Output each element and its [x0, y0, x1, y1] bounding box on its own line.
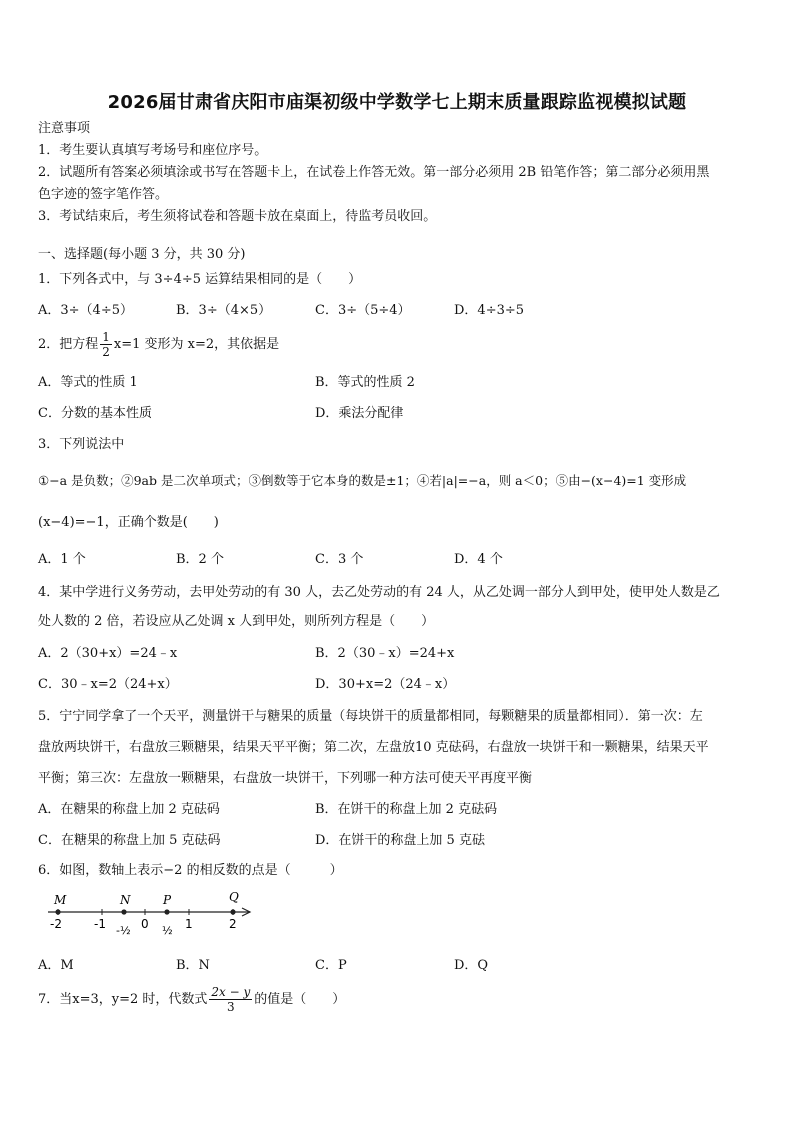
q4-option-c: C．30﹣x=2（24+x） [38, 677, 178, 692]
point-label-m: M [54, 893, 67, 907]
notice-item: 1．考生要认真填写考场号和座位序号。 [38, 143, 268, 158]
q1-option-d: D．4÷3÷5 [454, 303, 525, 318]
tick-label-neg-half: -½ [116, 924, 131, 937]
notice-item: 3．考试结束后，考生须将试卷和答题卡放在桌面上，待监考员收回。 [38, 209, 437, 224]
q6-option-a: A．M [38, 958, 74, 973]
q6-option-c: C．P [315, 958, 347, 973]
q1-option-a: A．3÷（4÷5） [38, 303, 133, 318]
q2-option-a: A．等式的性质 1 [38, 375, 138, 390]
tick-label: 0 [141, 917, 149, 931]
q4-option-a: A．2（30+x）=24﹣x [38, 646, 178, 661]
point-m-dot [55, 909, 60, 914]
q1-option-b: B．3÷（4×5） [176, 303, 272, 318]
q5-option-c: C．在糖果的称盘上加 5 克砝码 [38, 833, 221, 848]
question-7-stem [38, 984, 345, 1016]
question-6-stem: 6．如图，数轴上表示−2 的相反数的点是（ ） [38, 863, 343, 878]
q3-statements: ①−a 是负数；②9ab 是二次单项式；③倒数等于它本身的数是±1；④若|a|=−a，则 a＜0；⑤由−(x−4)=1 变形成 [38, 473, 687, 488]
notice-item: 色字迹的签字笔作答。 [38, 187, 169, 202]
q4-option-b: B．2（30﹣x）=24+x [315, 646, 455, 661]
q1-option-c: C．3÷（5÷4） [315, 303, 411, 318]
point-label-n: N [120, 893, 131, 907]
notice-item: 2．试题所有答案必须填涂或书写在答题卡上，在试卷上作答无效。第一部分必须用 2B 铅笔作答；第二部分必须用黑 [38, 165, 710, 180]
q3-option-a: A．1 个 [38, 552, 86, 567]
question-4-stem: 4．某中学进行义务劳动，去甲处劳动的有 30 人，去乙处劳动的有 24 人，从乙处调一部分人到甲处，使甲处人数是乙 [38, 585, 720, 600]
point-label-q: Q [229, 890, 239, 904]
q7-fraction-numerator: 2x − y [211, 985, 251, 999]
point-q-dot [230, 909, 235, 914]
q2-option-c: C．分数的基本性质 [38, 406, 152, 421]
q3-option-d: D．4 个 [454, 552, 503, 567]
q7-stem-start: 7．当x=3，y=2 时，代数式 [38, 992, 208, 1007]
question-5-stem: 5．宁宁同学拿了一个天平，测量饼干与糖果的质量（每块饼干的质量都相同，每颗糖果的质量都相同）．第一次：左 [38, 709, 703, 724]
tick-label: -1 [94, 917, 106, 931]
q2-stem-start: 2．把方程 [38, 337, 99, 352]
page-title: 2026届甘肃省庆阳市庙渠初级中学数学七上期末质量跟踪监视模拟试题 [107, 92, 687, 113]
notice-heading: 注意事项 [38, 121, 91, 136]
question-3-stem: 3．下列说法中 [38, 437, 125, 452]
q2-fraction-denominator: 2 [102, 345, 110, 359]
q7-fraction [209, 985, 252, 1014]
q5-option-b: B．在饼干的称盘上加 2 克砝码 [315, 802, 498, 817]
tick-label: 2 [229, 917, 237, 931]
tick-label: 1 [185, 917, 193, 931]
q6-option-d: D．Q [454, 958, 489, 973]
question-5-stem-cont: 平衡；第三次：左盘放一颗糖果，右盘放一块饼干，下列哪一种方法可使天平再度平衡 [38, 771, 533, 786]
tick-label-pos-half: ½ [162, 924, 173, 937]
question-2-stem [38, 330, 279, 360]
section-heading: 一、选择题(每小题 3 分，共 30 分) [38, 247, 246, 262]
question-1-stem: 1．下列各式中，与 3÷4÷5 运算结果相同的是（ ） [38, 272, 362, 287]
q5-option-d: D．在饼干的称盘上加 5 克砝 [315, 833, 485, 848]
point-label-p: P [163, 893, 172, 907]
point-n-dot [121, 909, 126, 914]
question-5-stem-cont: 盘放两块饼干，右盘放三颗糖果，结果天平平衡；第二次，左盘放10 克砝码，右盘放一块饼干和一颗糖果，结果天平 [38, 740, 709, 755]
number-line-figure [40, 888, 270, 948]
q5-option-a: A．在糖果的称盘上加 2 克砝码 [38, 802, 220, 817]
tick-label: -2 [50, 917, 62, 931]
q3-option-c: C．3 个 [315, 552, 364, 567]
q3-option-b: B．2 个 [176, 552, 224, 567]
q2-fraction [100, 330, 112, 359]
q7-stem-end: 的值是（ ） [254, 992, 346, 1007]
q2-option-b: B．等式的性质 2 [315, 375, 415, 390]
q4-option-d: D．30+x=2（24﹣x） [315, 677, 456, 692]
q6-option-b: B．N [176, 958, 210, 973]
point-p-dot [164, 909, 169, 914]
q2-stem-end: x=1 变形为 x=2，其依据是 [113, 337, 280, 352]
q2-fraction-numerator: 1 [102, 330, 110, 344]
q3-statements-cont: (x−4)=−1，正确个数是( ) [38, 515, 219, 530]
question-4-stem-cont: 处人数的 2 倍，若设应从乙处调 x 人到甲处，则所列方程是（ ） [38, 614, 435, 629]
q7-fraction-denominator: 3 [227, 1000, 235, 1014]
q2-option-d: D．乘法分配律 [315, 406, 404, 421]
